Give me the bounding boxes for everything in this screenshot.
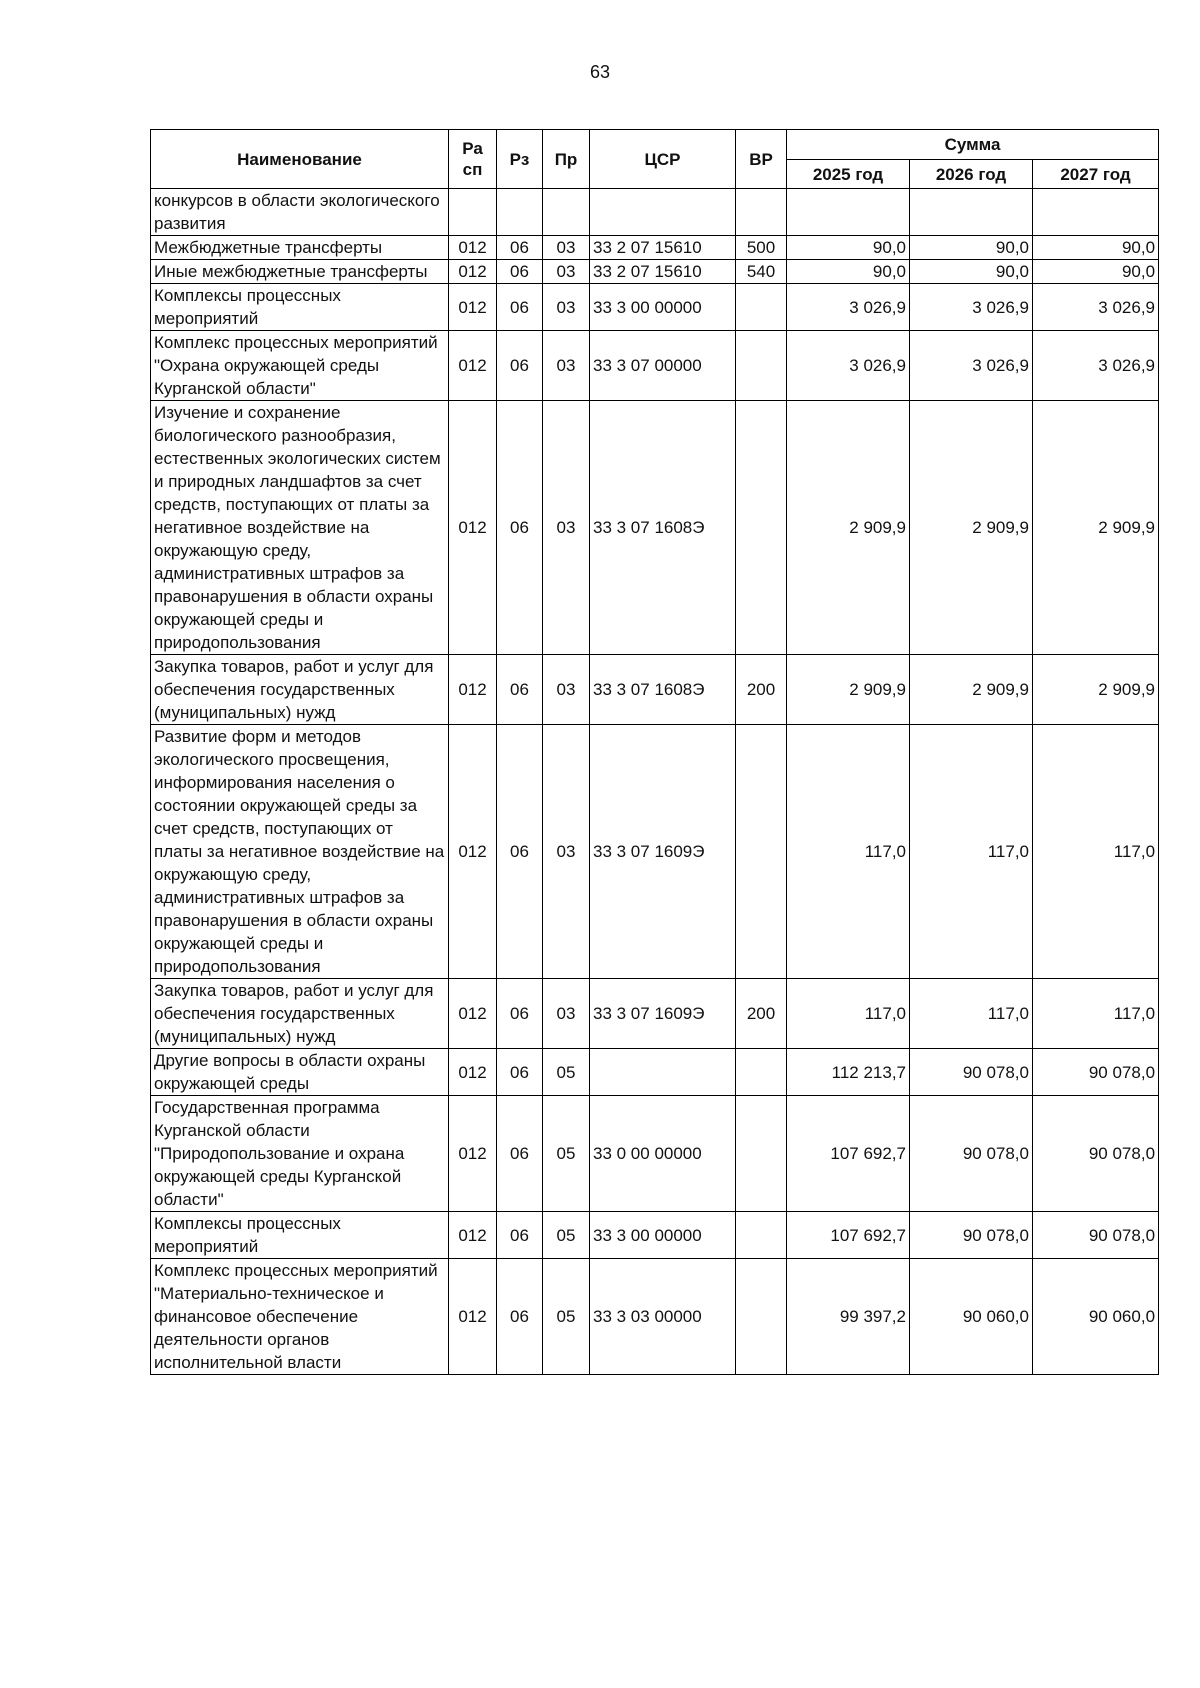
cell-csr: 33 0 00 00000 [590, 1096, 736, 1212]
cell-sum-2026 [910, 189, 1033, 236]
cell-vr [736, 401, 787, 655]
cell-name: Закупка товаров, работ и услуг для обеспечения государственных (муниципальных) нужд [151, 979, 449, 1049]
table-row [151, 1212, 1159, 1259]
cell-sum-2026: 90 060,0 [910, 1259, 1033, 1375]
table-row [151, 1259, 1159, 1375]
cell-name: Комплекс процессных мероприятий "Материально-техническое и финансовое обеспечение деятельности органов исполнительной власти [151, 1259, 449, 1375]
header-pr: Пр [543, 130, 590, 189]
cell-rz: 06 [497, 260, 543, 284]
cell-sum-2027: 90,0 [1033, 260, 1159, 284]
cell-sum-2025: 112 213,7 [787, 1049, 910, 1096]
cell-sum-2025: 117,0 [787, 725, 910, 979]
cell-rz: 06 [497, 979, 543, 1049]
cell-rz: 06 [497, 236, 543, 260]
cell-sum-2026: 3 026,9 [910, 284, 1033, 331]
cell-vr: 500 [736, 236, 787, 260]
cell-sum-2025: 2 909,9 [787, 401, 910, 655]
cell-pr: 05 [543, 1049, 590, 1096]
cell-pr: 03 [543, 725, 590, 979]
cell-sum-2027: 90 078,0 [1033, 1096, 1159, 1212]
table-row [151, 1049, 1159, 1096]
cell-vr [736, 284, 787, 331]
cell-pr: 03 [543, 236, 590, 260]
cell-name: Изучение и сохранение биологического разнообразия, естественных экологических систем и природных ландшафтов за счет средств, поступающих от платы за негативное воздействие на окружающую среду, административных штрафов за правонарушения в области охраны окружающей среды и природопользования [151, 401, 449, 655]
table-row [151, 260, 1159, 284]
cell-vr [736, 1049, 787, 1096]
table-row [151, 1096, 1159, 1212]
cell-csr: 33 3 03 00000 [590, 1259, 736, 1375]
cell-rz: 06 [497, 284, 543, 331]
cell-sum-2026: 90,0 [910, 236, 1033, 260]
cell-rz: 06 [497, 1212, 543, 1259]
cell-sum-2027: 90 078,0 [1033, 1049, 1159, 1096]
cell-sum-2027: 90 078,0 [1033, 1212, 1159, 1259]
cell-sum-2027: 3 026,9 [1033, 284, 1159, 331]
cell-csr: 33 3 00 00000 [590, 1212, 736, 1259]
cell-vr [736, 1212, 787, 1259]
cell-pr: 03 [543, 979, 590, 1049]
cell-sum-2025: 107 692,7 [787, 1212, 910, 1259]
cell-vr: 540 [736, 260, 787, 284]
cell-rasp: 012 [449, 284, 497, 331]
cell-name: Государственная программа Курганской области "Природопользование и охрана окружающей среды Курганской области" [151, 1096, 449, 1212]
cell-rasp: 012 [449, 401, 497, 655]
cell-sum-2026: 2 909,9 [910, 401, 1033, 655]
table-row [151, 725, 1159, 979]
cell-rasp: 012 [449, 331, 497, 401]
cell-sum-2025: 117,0 [787, 979, 910, 1049]
cell-csr: 33 2 07 15610 [590, 236, 736, 260]
cell-rz: 06 [497, 401, 543, 655]
cell-rz [497, 189, 543, 236]
cell-vr [736, 1259, 787, 1375]
cell-vr [736, 331, 787, 401]
cell-sum-2026: 90,0 [910, 260, 1033, 284]
cell-sum-2026: 90 078,0 [910, 1096, 1033, 1212]
cell-pr: 03 [543, 260, 590, 284]
cell-csr: 33 2 07 15610 [590, 260, 736, 284]
cell-sum-2027: 2 909,9 [1033, 655, 1159, 725]
cell-sum-2027: 117,0 [1033, 979, 1159, 1049]
cell-rasp: 012 [449, 1212, 497, 1259]
cell-sum-2027: 117,0 [1033, 725, 1159, 979]
cell-name: Комплексы процессных мероприятий [151, 284, 449, 331]
cell-rasp: 012 [449, 260, 497, 284]
cell-name: Закупка товаров, работ и услуг для обеспечения государственных (муниципальных) нужд [151, 655, 449, 725]
cell-rasp: 012 [449, 1096, 497, 1212]
cell-name: Другие вопросы в области охраны окружающей среды [151, 1049, 449, 1096]
cell-sum-2025: 107 692,7 [787, 1096, 910, 1212]
cell-name: Иные межбюджетные трансферты [151, 260, 449, 284]
table-row [151, 401, 1159, 655]
header-csr: ЦСР [590, 130, 736, 189]
cell-sum-2026: 90 078,0 [910, 1049, 1033, 1096]
cell-csr [590, 189, 736, 236]
cell-vr: 200 [736, 655, 787, 725]
header-sum: Сумма [787, 130, 1159, 160]
table-row [151, 979, 1159, 1049]
cell-rasp: 012 [449, 236, 497, 260]
cell-rz: 06 [497, 331, 543, 401]
cell-rasp: 012 [449, 979, 497, 1049]
table-row [151, 331, 1159, 401]
cell-sum-2025: 99 397,2 [787, 1259, 910, 1375]
cell-rasp: 012 [449, 725, 497, 979]
cell-sum-2026: 3 026,9 [910, 331, 1033, 401]
cell-rasp [449, 189, 497, 236]
header-rasp: Ра сп [449, 130, 497, 189]
cell-sum-2026: 117,0 [910, 725, 1033, 979]
cell-sum-2027: 90 060,0 [1033, 1259, 1159, 1375]
cell-csr [590, 1049, 736, 1096]
header-name: Наименование [151, 130, 449, 189]
cell-rz: 06 [497, 1259, 543, 1375]
cell-sum-2025: 3 026,9 [787, 284, 910, 331]
cell-pr: 03 [543, 655, 590, 725]
cell-sum-2027: 2 909,9 [1033, 401, 1159, 655]
cell-csr: 33 3 07 1609Э [590, 725, 736, 979]
cell-csr: 33 3 07 00000 [590, 331, 736, 401]
cell-sum-2025: 90,0 [787, 236, 910, 260]
cell-sum-2027 [1033, 189, 1159, 236]
cell-rz: 06 [497, 1096, 543, 1212]
cell-name: конкурсов в области экологического развития [151, 189, 449, 236]
cell-sum-2027: 3 026,9 [1033, 331, 1159, 401]
cell-sum-2026: 90 078,0 [910, 1212, 1033, 1259]
cell-rasp: 012 [449, 1049, 497, 1096]
header-rz: Рз [497, 130, 543, 189]
cell-vr: 200 [736, 979, 787, 1049]
cell-rz: 06 [497, 1049, 543, 1096]
cell-sum-2025: 90,0 [787, 260, 910, 284]
cell-pr: 05 [543, 1259, 590, 1375]
cell-pr: 05 [543, 1096, 590, 1212]
cell-sum-2026: 117,0 [910, 979, 1033, 1049]
cell-sum-2025: 3 026,9 [787, 331, 910, 401]
budget-table [150, 129, 1159, 1375]
cell-pr: 03 [543, 401, 590, 655]
table-row [151, 236, 1159, 260]
cell-csr: 33 3 07 1608Э [590, 655, 736, 725]
cell-sum-2026: 2 909,9 [910, 655, 1033, 725]
cell-name: Комплекс процессных мероприятий "Охрана окружающей среды Курганской области" [151, 331, 449, 401]
cell-rz: 06 [497, 655, 543, 725]
cell-pr: 03 [543, 284, 590, 331]
cell-csr: 33 3 07 1608Э [590, 401, 736, 655]
cell-sum-2027: 90,0 [1033, 236, 1159, 260]
cell-name: Комплексы процессных мероприятий [151, 1212, 449, 1259]
cell-sum-2025 [787, 189, 910, 236]
cell-csr: 33 3 07 1609Э [590, 979, 736, 1049]
cell-pr: 05 [543, 1212, 590, 1259]
cell-pr [543, 189, 590, 236]
cell-rasp: 012 [449, 1259, 497, 1375]
header-year-2025: 2025 год [787, 160, 910, 189]
table-row [151, 189, 1159, 236]
cell-csr: 33 3 00 00000 [590, 284, 736, 331]
cell-vr [736, 1096, 787, 1212]
header-vr: ВР [736, 130, 787, 189]
cell-rz: 06 [497, 725, 543, 979]
cell-sum-2025: 2 909,9 [787, 655, 910, 725]
header-year-2026: 2026 год [910, 160, 1033, 189]
cell-pr: 03 [543, 331, 590, 401]
cell-rasp: 012 [449, 655, 497, 725]
cell-name: Развитие форм и методов экологического просвещения, информирования населения о состоянии окружающей среды за счет средств, поступающих от платы за негативное воздействие на окружающую среду, административных штрафов за правонарушения в области охраны окружающей среды и природопользования [151, 725, 449, 979]
page-number: 63 [589, 62, 611, 82]
table-row [151, 284, 1159, 331]
cell-name: Межбюджетные трансферты [151, 236, 449, 260]
cell-vr [736, 189, 787, 236]
header-year-2027: 2027 год [1033, 160, 1159, 189]
table-row [151, 655, 1159, 725]
cell-vr [736, 725, 787, 979]
